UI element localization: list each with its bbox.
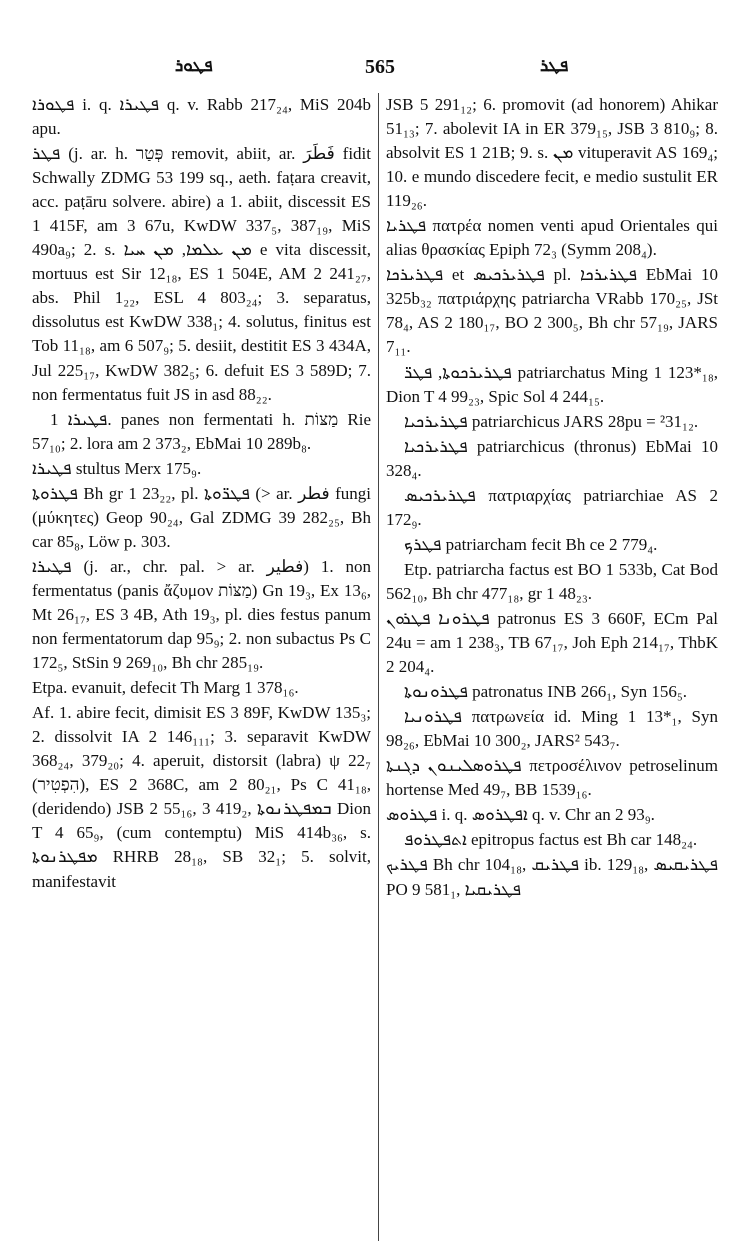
entry: ܦܛܝܪܐ (j. ar., chr. pal. > ar. فطير) 1. non fermentatus (panis ἄζυμον מַצּוֹת) Gn 19₃, Ex 13₆, Mt 26₁₇, ES 3 4B, Ath 19₃, pl. dies festus panum non fermentatorum dap 95₉; 2. non subactus Ps C 172₅, StSin 9 269₁₀, Bh chr 285₁₉. [32,556,372,673]
entry: ܦܛܪܝܪܟܘܬܐ, ܦܛܪ̈ patriarchatus Ming 1 123*₁₈, Dion T 4 99₂₃, Spic Sol 4 244₁₅. [386,362,719,406]
header-right-catchword: ܦܛܪ [540,56,569,75]
entry: ܦܛܪ (j. ar. h. פְּטַר removit, abiit, ar. فَطَرَ fidit Schwally ZDMG 53 199 sq., aeth. faṭara creavit, acc. paṭāru solvere. abire) a 1. abiit, discessit ES 1 415F, am 3 67u, KwDW 337₅, 387₁₉, MiS 490a₉; 2. s. ܡܢ ܥܠܡܐ, ܡܢ ܚܝܐ e vita discessit, mortuus est Sir 12₁₈, ES 1 504E, AM 2 241₂₇, abs. Phil 1₂₂, ESL 4 803₂₄; 3. separatus, dissolutus est KwDW 338₁; 4. solutus, finitus est Tob 11₁₈, am 6 507₉; 5. desiit, destitit ES 3 434A, Jul 225₁₇, KwDW 382₅; 6. defuit ES 3 589D; 7. non fermentatus fuit JS in asd 88₂₂. [32,144,371,404]
right-column [386,93,718,903]
header-left-catchword: ܦܛܘܪ [175,56,213,75]
entry: ܦܛܪܝܪܟܐ et ܦܛܪܝܪܟܝܣ pl. ܦܛܪܝܪܟܐ EbMai 10 325b₃₂ πατριάρχης patriarcha VRabb 170₂₅, JSt 78₄, AS 2 180₁₇, BO 2 300₅, Bh chr 57₁₉, JARS 7₁₁. [386,265,718,357]
entry: Etp. patriarcha factus est BO 1 533b, Cat Bod 562₁₀, Bh chr 477₁₈, gr 1 48₂₃. [386,559,718,603]
left-column [32,93,371,895]
entry: ܦܛܪܝܟ Bh chr 104₁₈, ܦܛܪܝܩ ib. 129₁₈, ܦܛܪܝܩܝܣ PO 9 581₁, ܦܛܪܝܩܝܐ [386,855,718,899]
entry: ܦܛܪܘܣ i. q. ܐܦܛܪܘܣ q. v. Chr an 2 93₉. [386,805,655,825]
entry: ܦܛܪܝܐ πατρέα nomen venti apud Orientales qui alias θρασκίας Epiph 72₃ (Symm 208₄). [386,216,718,260]
entry: ܦܛܘܪܐ i. q. ܦܛܝܪܐ q. v. Rabb 217₂₄, MiS 204b apu. [32,95,371,139]
entry: Af. 1. abire fecit, dimisit ES 3 89F, KwDW 135₃; 2. dissolvit IA 2 146₁₁₁; 3. separavit KwDW 368₂₄, 379₂₀; 4. aperuit, distorsit (labra) ψ 22₇ (הִפְטִיר), ES 2 368C, am 2 80₂₁, Ps C 41₁₈, (deridendo) JSB 2 55₁₆, 3 419₂, ܒܡܦܛܪܢܘܬܐ Dion T 4 65₉, (cum contemptu) MiS 414b₃₆, s. ܡܦܛܪܢܘܬܐ RHRB 28₁₈, SB 32₁; 5. solvit, manifestavit [32,703,371,891]
column-divider [378,93,379,1241]
entry: Etpa. evanuit, defecit Th Marg 1 378₁₆. [32,678,299,698]
page-number: 565 [365,56,395,78]
entry: ܦܛܪܝܪܟܝܣ πατριαρχίας patriarchiae AS 2 172₉. [386,485,718,529]
page-header [30,56,720,86]
entry: ܦܛܪܝܪܟܝܐ patriarchicus JARS 28pu = ²31₁₂. [404,411,699,431]
entry: ܦܛܪܝܪܟܝܐ patriarchicus (thronus) EbMai 10 328₄. [386,436,718,480]
entry: ܦܛܪܘܬܐ Bh gr 1 23₂₂, pl. ܦܛܪ̈ܘܬܐ (> ar. فطر fungi (μύκητες) Geop 90₂₄, Gal ZDMG 39 282₂₅, Bh car 85₈, Löw p. 303. [32,483,371,551]
entry: ܦܛܪܘܣܠܝܢܘܢ ܕܓܢܬܐ πετροσέλινον petroselinum hortense Med 49₇, BB 1539₁₆. [386,756,718,800]
entry: ܦܛܪܟ patriarcham fecit Bh ce 2 779₄. [404,534,658,554]
entry: ܦܛܪܘܢܝܐ πατρωνεία id. Ming 1 13*₁, Syn 98₂₆, EbMai 10 300₂, JARS² 543₇. [386,707,718,751]
entry: ܦܛܝܪܐ 1. panes non fermentati h. מַצּוֹת Rie 57₁₀; 2. lora am 2 373₂, EbMai 10 289b₈. [32,409,372,453]
entry: ܦܛܪܘܢܘܬܐ patronatus INB 266₁, Syn 156₅. [404,682,688,702]
entry: JSB 5 291₁₂; 6. promovit (ad honorem) Ahikar 51₁₃; 7. abolevit IA in ER 379₁₅, JSB 3 810₉; 8. absolvit ES 1 21B; 9. s. ܡܢ vituperavit AS 169₄; 10. e mundo discedere fecit, e medio sustulit ER 119₂₆. [386,95,718,211]
entry: ܦܛܝܪܐ stultus Merx 175₉. [32,458,202,478]
entry: ܦܛܪܘܢܐ ܦܛܪܘܢ patronus ES 3 660F, ECm Pal 24u = am 1 238₃, TB 67₁₇, Joh Eph 214₁₇, ThbK 2 204₄. [386,608,718,677]
entry: ܐܬܦܛܪܘܦ epitropus factus est Bh car 148₂₄. [404,830,698,850]
